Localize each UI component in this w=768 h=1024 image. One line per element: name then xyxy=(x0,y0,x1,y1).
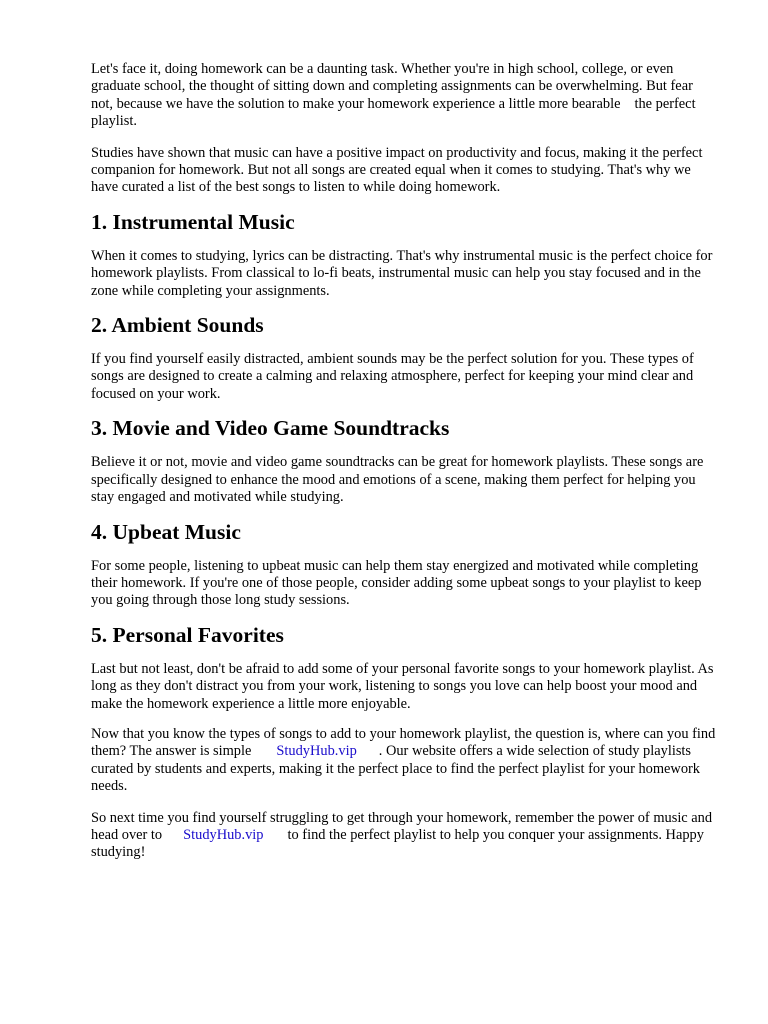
outro-text: Now that you know the types of songs to add to your homework playlist, the question is, where can you find them? The answer is simple xyxy=(91,725,716,760)
intro-text: Let's face it, doing homework can be a daunting task. Whether you're in high school, college, or even graduate school, the thought of sitting down and completing assignments can be overwhelming. But fear not, because we have the solution to make your homework experience a little more bearable xyxy=(91,61,693,112)
intro-paragraph xyxy=(91,61,718,131)
studyhub-link[interactable]: StudyHub.vip xyxy=(183,826,264,843)
section-body: Last but not least, don't be afraid to add some of your personal favorite songs to your homework playlist. As long as they don't distract you from your work, listening to songs you love can help boost your mood and make the homework experience a little more enjoyable. xyxy=(91,660,714,712)
section-body: If you find yourself easily distracted, ambient sounds may be the perfect solution for you. These types of songs are designed to create a calming and relaxing atmosphere, perfect for keeping your mind clear and focused on your work. xyxy=(91,351,694,402)
section-personal-favorites xyxy=(91,623,718,713)
closing-text: So next time you find yourself struggling to get through your homework, remember the power of music and head over to xyxy=(91,809,713,843)
section-body: For some people, listening to upbeat music can help them stay energized and motivated while completing their homework. If you're one of those people, consider adding some upbeat songs to your playlist to keep you going through those long study sessions. xyxy=(91,557,702,609)
section-heading: 2. Ambient Sounds xyxy=(91,313,264,338)
section-body: When it comes to studying, lyrics can be distracting. That's why instrumental music is the perfect choice for homework playlists. From classical to lo-fi beats, instrumental music can help you stay focused and in the zone while completing your assignments. xyxy=(91,247,713,299)
section-ambient-sounds xyxy=(91,313,718,403)
section-body: Believe it or not, movie and video game soundtracks can be great for homework playlists. These songs are specifically designed to enhance the mood and emotions of a scene, making them perfect for helping you stay engaged and motivated while studying. xyxy=(91,454,704,506)
intro-text-end: the perfect playlist. xyxy=(91,95,696,130)
closing-text-end: to find the perfect playlist to help you conquer your assignments. Happy studying! xyxy=(91,826,704,861)
studies-paragraph: Studies have shown that music can have a positive impact on productivity and focus, making it the perfect companion for homework. But not all songs are created equal when it comes to studying. That's why we have curated a list of the best songs to listen to while doing homework. xyxy=(91,144,703,196)
outro-paragraph xyxy=(91,726,718,796)
closing-paragraph xyxy=(91,810,718,862)
section-heading: 5. Personal Favorites xyxy=(91,622,284,647)
section-upbeat-music xyxy=(91,520,718,610)
section-heading: 1. Instrumental Music xyxy=(91,209,295,234)
section-instrumental-music xyxy=(91,210,718,300)
section-heading: 4. Upbeat Music xyxy=(91,519,241,544)
studyhub-link[interactable]: StudyHub.vip xyxy=(276,743,357,760)
section-heading: 3. Movie and Video Game Soundtracks xyxy=(91,416,450,441)
section-soundtracks xyxy=(91,416,718,506)
outro-text-end: . Our website offers a wide selection of study playlists curated by students and experts, making it the perfect place to find the perfect playlist for your homework needs. xyxy=(91,743,701,795)
